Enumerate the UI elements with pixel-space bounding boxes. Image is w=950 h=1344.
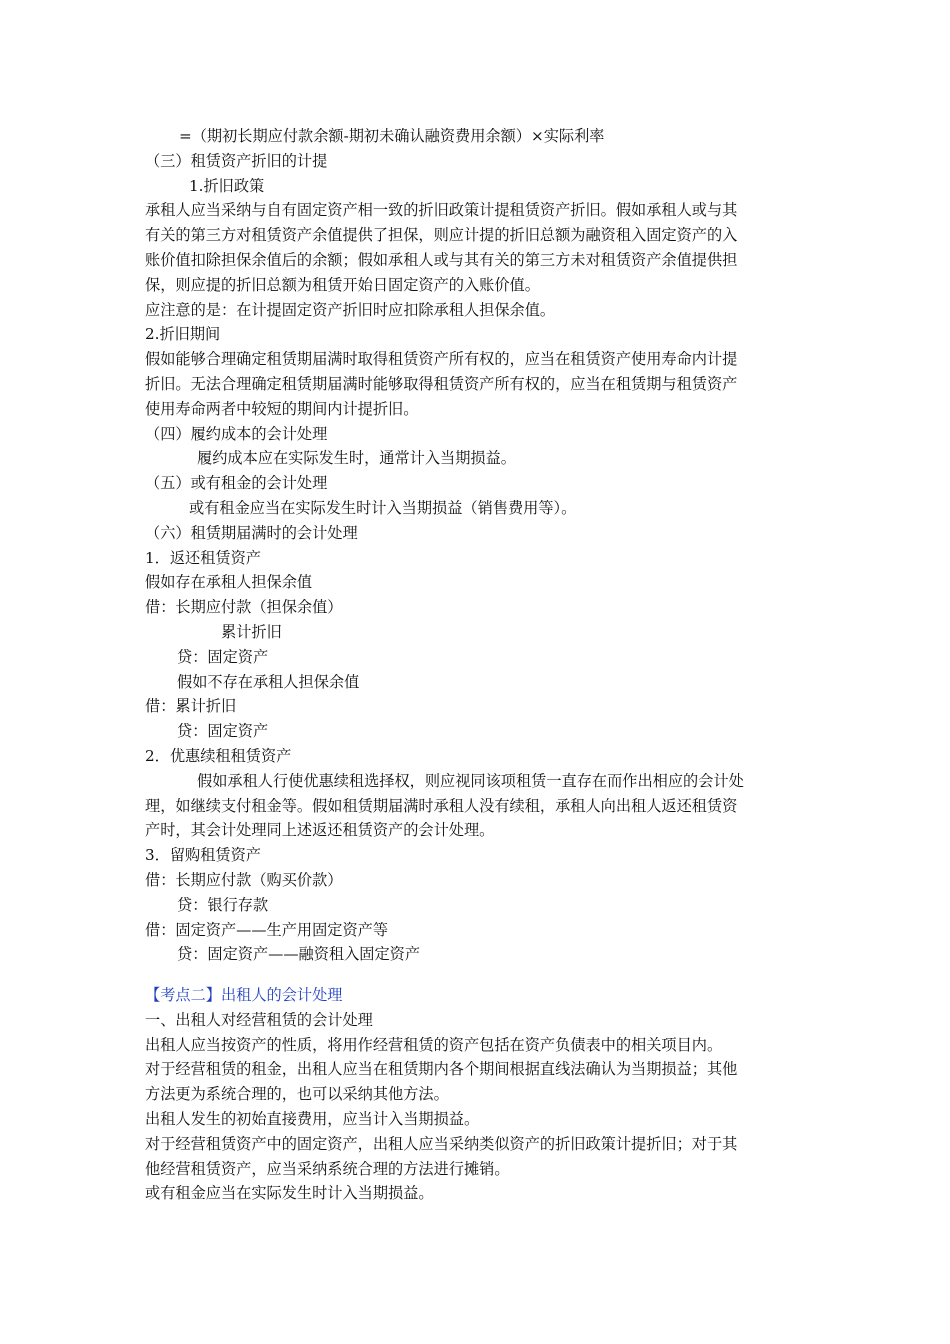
- paragraph-line: 假如承租人行使优惠续租选择权，则应视同该项租赁一直存在而作出相应的会计处: [197, 771, 744, 790]
- item-heading: 1.折旧政策: [189, 176, 265, 195]
- journal-debit-line: 借：长期应付款（购买价款）: [145, 870, 343, 889]
- paragraph-line: 对于经营租赁的租金，出租人应当在租赁期内各个期间根据直线法确认为当期损益；其他: [145, 1060, 738, 1079]
- journal-credit-line: 贷：银行存款: [177, 895, 269, 914]
- journal-credit-line: 贷：固定资产: [177, 722, 269, 741]
- document-page: [145, 124, 805, 1206]
- paragraph-line: 有关的第三方对租赁资产余值提供了担保，则应计提的折旧总额为融资租入固定资产的入: [145, 226, 738, 245]
- subsection-heading: 一、出租人对经营租赁的会计处理: [145, 1010, 373, 1029]
- paragraph-line: 应注意的是：在计提固定资产折旧时应扣除承租人担保余值。: [145, 300, 556, 319]
- paragraph-line: 对于经营租赁资产中的固定资产，出租人应当采纳类似资产的折旧政策计提折旧；对于其: [145, 1134, 738, 1153]
- paragraph-line: 他经营租赁资产，应当采纳系统合理的方法进行摊销。: [145, 1159, 510, 1178]
- item-heading: 2．优惠续租租赁资产: [145, 746, 292, 765]
- subsection-heading: （六）租赁期届满时的会计处理: [145, 523, 358, 542]
- subsection-heading: （四）履约成本的会计处理: [145, 424, 328, 443]
- paragraph-line: 承租人应当采纳与自有固定资产相一致的折旧政策计提租赁资产折旧。假如承租人或与其: [145, 201, 738, 220]
- subsection-heading: （三）租赁资产折旧的计提: [145, 151, 328, 170]
- paragraph-line: 或有租金应当在实际发生时计入当期损益。: [145, 1184, 434, 1203]
- item-heading: 2.折旧期间: [145, 325, 221, 344]
- journal-debit-line: 借：固定资产——生产用固定资产等: [145, 920, 388, 939]
- journal-debit-line: 借：长期应付款（担保余值）: [145, 598, 343, 617]
- section-heading: 【考点二】出租人的会计处理: [145, 986, 343, 1005]
- journal-debit-line: 借：累计折旧: [145, 697, 237, 716]
- paragraph-line: 出租人应当按资产的性质，将用作经营租赁的资产包括在资产负债表中的相关项目内。: [145, 1035, 723, 1054]
- paragraph-line: 出租人发生的初始直接费用，应当计入当期损益。: [145, 1110, 480, 1129]
- journal-credit-line: 贷：固定资产——融资租入固定资产: [177, 945, 420, 964]
- paragraph-line: 或有租金应当在实际发生时计入当期损益（销售费用等）。: [189, 498, 577, 517]
- journal-credit-line: 贷：固定资产: [177, 647, 269, 666]
- paragraph-line: 假如存在承租人担保余值: [145, 573, 313, 592]
- paragraph-line: 折旧。无法合理确定租赁期届满时能够取得租赁资产所有权的，应当在租赁期与租赁资产: [145, 374, 738, 393]
- paragraph-line: 假如能够合理确定租赁期届满时取得租赁资产所有权的，应当在租赁资产使用寿命内计提: [145, 350, 738, 369]
- paragraph-line: 账价值扣除担保余值后的余额；假如承租人或与其有关的第三方未对租赁资产余值提供担: [145, 250, 738, 269]
- paragraph-line: 假如不存在承租人担保余值: [177, 672, 360, 691]
- item-heading: 1．返还租赁资产: [145, 548, 261, 567]
- paragraph-line: 方法更为系统合理的，也可以采纳其他方法。: [145, 1085, 449, 1104]
- paragraph-line: 保，则应提的折旧总额为租赁开始日固定资产的入账价值。: [145, 275, 540, 294]
- paragraph-line: 产时，其会计处理同上述返还租赁资产的会计处理。: [145, 821, 495, 840]
- item-heading: 3．留购租赁资产: [145, 846, 261, 865]
- journal-debit-line: 累计折旧: [221, 622, 282, 641]
- section-spacer: [145, 967, 805, 983]
- formula-line: =（期初长期应付款余额-期初未确认融资费用余额）×实际利率: [179, 127, 605, 145]
- paragraph-line: 理，如继续支付租金等。假如租赁期届满时承租人没有续租，承租人向出租人返还租赁资: [145, 796, 738, 815]
- paragraph-line: 使用寿命两者中较短的期间内计提折旧。: [145, 399, 419, 418]
- paragraph-line: 履约成本应在实际发生时，通常计入当期损益。: [197, 449, 516, 468]
- subsection-heading: （五）或有租金的会计处理: [145, 474, 328, 493]
